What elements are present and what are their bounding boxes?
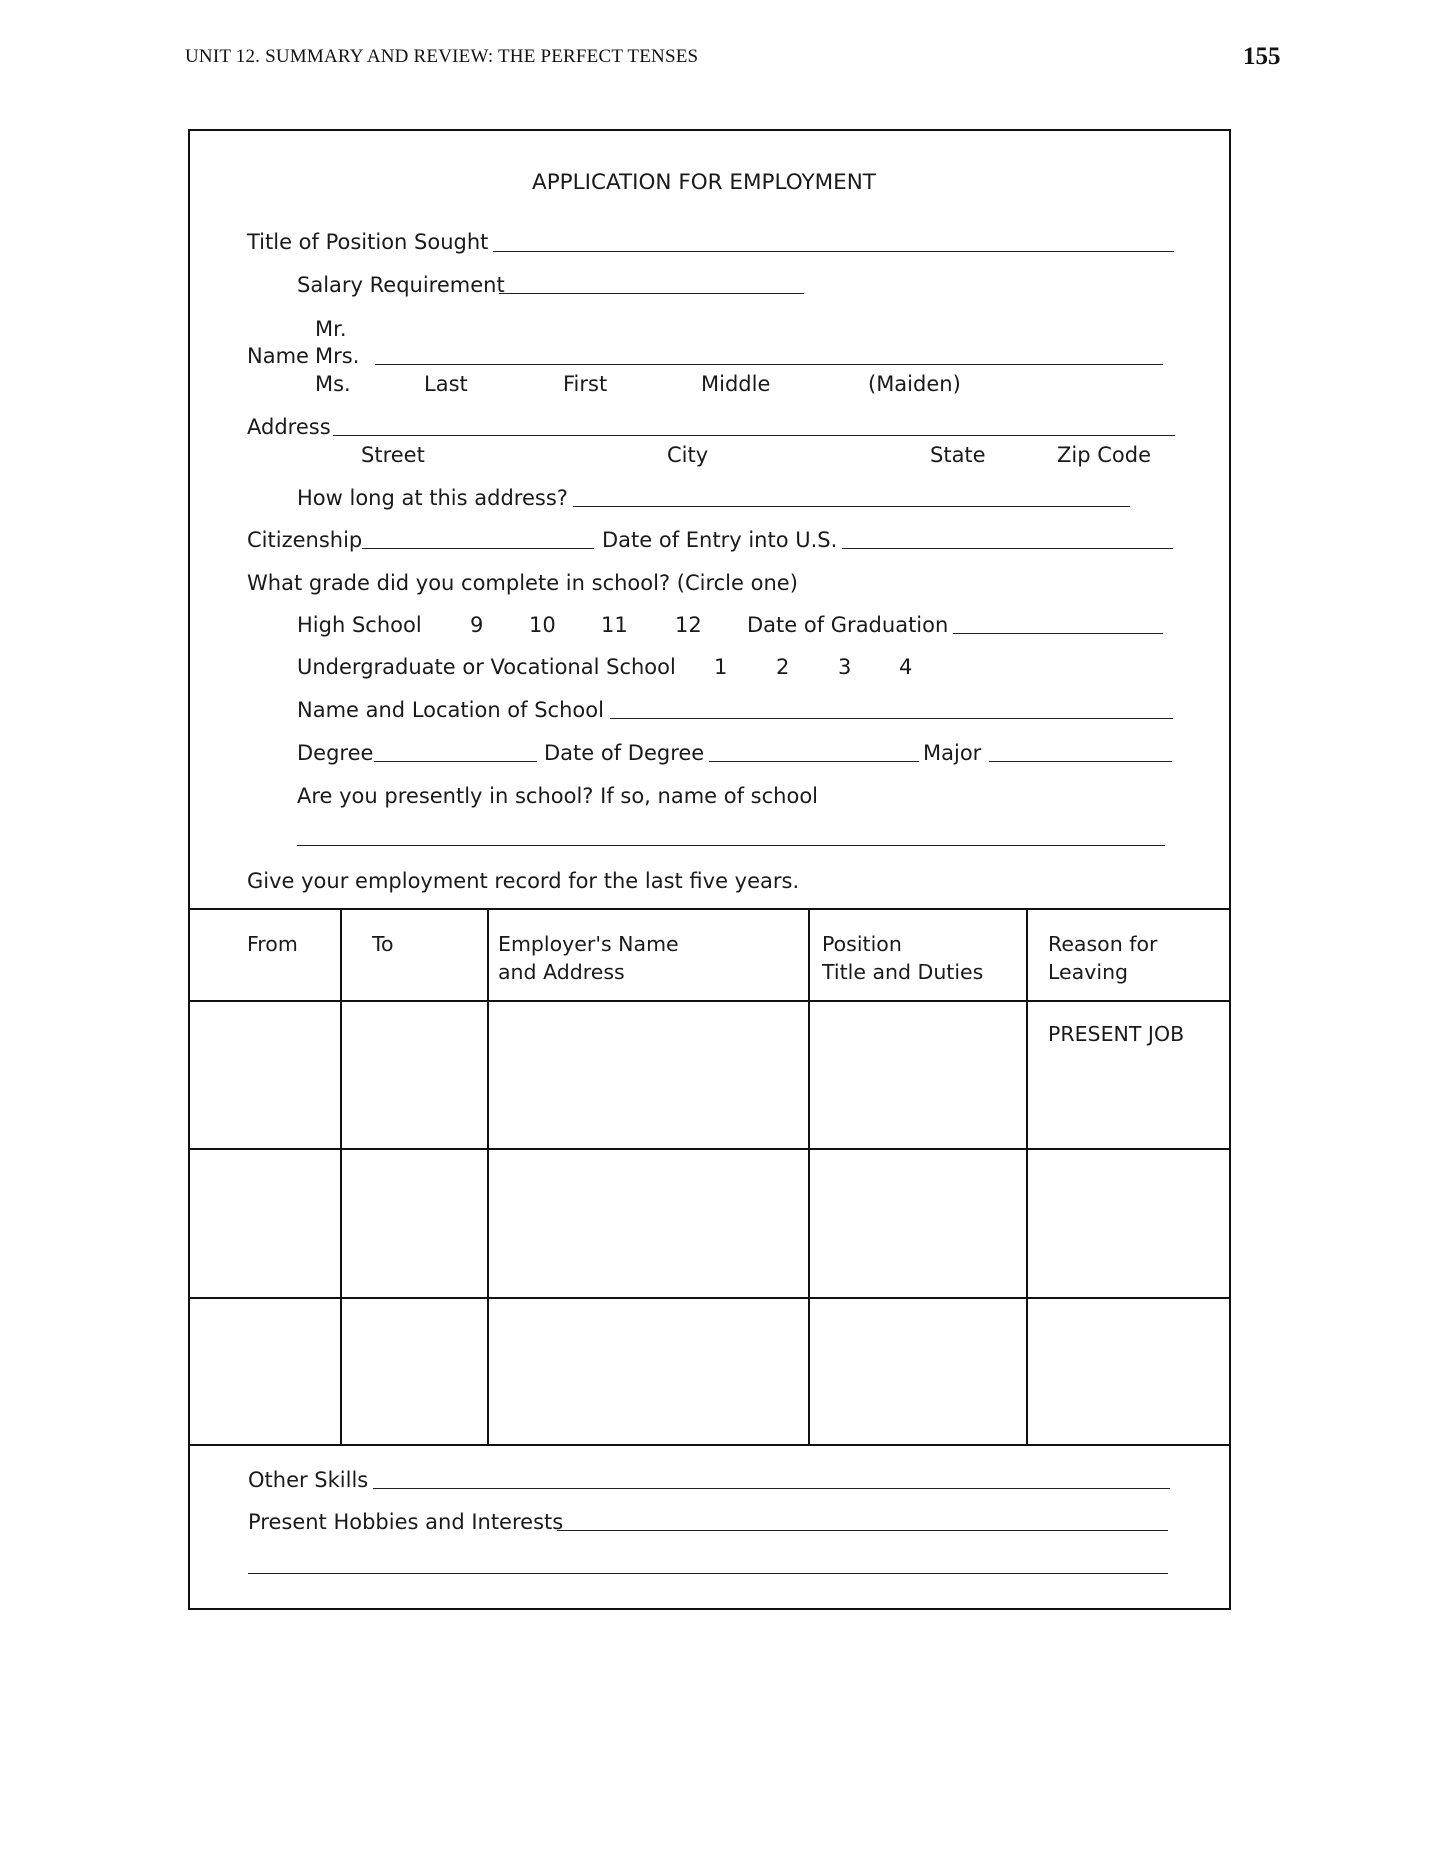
entry-date-label: Date of Entry into U.S. (602, 528, 838, 552)
other-skills-input-line[interactable] (373, 1488, 1170, 1489)
form-title: APPLICATION FOR EMPLOYMENT (532, 170, 876, 195)
hs-grade-option[interactable]: 12 (675, 613, 702, 637)
how-long-label: How long at this address? (297, 486, 568, 510)
hobbies-extra-input-line[interactable] (248, 1573, 1168, 1574)
degree-date-input-line[interactable] (709, 761, 919, 762)
address-sub-city: City (667, 443, 709, 467)
undergrad-year-option[interactable]: 4 (899, 655, 913, 679)
table-top-border (188, 908, 1231, 910)
salary-label: Salary Requirement (297, 273, 505, 297)
hobbies-label: Present Hobbies and Interests (248, 1510, 564, 1534)
name-sub-last: Last (424, 372, 468, 396)
address-input-line[interactable] (333, 435, 1175, 436)
column-header-reason (1048, 930, 1157, 986)
column-header-employer-line2: and Address (498, 960, 625, 984)
name-sub-first: First (563, 372, 608, 396)
table-row-divider (188, 1148, 1231, 1150)
column-header-reason-line1: Reason for (1048, 932, 1158, 956)
position-input-line[interactable] (493, 251, 1174, 252)
column-header-position-line2: Title and Duties (822, 960, 984, 984)
citizenship-label: Citizenship (247, 528, 363, 552)
hs-grade-option[interactable]: 11 (601, 613, 628, 637)
entry-date-input-line[interactable] (842, 548, 1173, 549)
table-column-divider (1026, 908, 1028, 1444)
school-name-input-line[interactable] (610, 718, 1173, 719)
graduation-date-label: Date of Graduation (747, 613, 949, 637)
employment-intro: Give your employment record for the last five years. (247, 869, 800, 893)
name-sub-maiden: (Maiden) (868, 372, 961, 396)
position-label: Title of Position Sought (247, 230, 489, 254)
major-label: Major (923, 741, 982, 765)
salutation-ms[interactable]: Ms. (315, 372, 351, 396)
graduation-date-input-line[interactable] (953, 633, 1163, 634)
table-column-divider (808, 908, 810, 1444)
name-input-line[interactable] (375, 364, 1163, 365)
name-label: Name (247, 344, 309, 368)
degree-label: Degree (297, 741, 374, 765)
undergrad-year-option[interactable]: 3 (838, 655, 852, 679)
present-school-question: Are you presently in school? If so, name of school (297, 784, 819, 808)
table-column-divider (340, 908, 342, 1444)
present-school-input-line[interactable] (297, 845, 1165, 846)
address-sub-state: State (930, 443, 986, 467)
table-column-divider (487, 908, 489, 1444)
hobbies-input-line[interactable] (557, 1530, 1168, 1531)
salary-input-line[interactable] (499, 293, 804, 294)
undergrad-year-option[interactable]: 2 (776, 655, 790, 679)
hs-grade-option[interactable]: 10 (529, 613, 556, 637)
column-header-to: To (372, 932, 394, 956)
salutation-mr[interactable]: Mr. (315, 317, 347, 341)
column-header-employer-line1: Employer's Name (498, 932, 679, 956)
address-sub-street: Street (361, 443, 425, 467)
running-header: UNIT 12. SUMMARY AND REVIEW: THE PERFECT TENSES (185, 46, 699, 67)
address-sub-zip: Zip Code (1057, 443, 1151, 467)
major-input-line[interactable] (989, 761, 1172, 762)
high-school-label: High School (297, 613, 422, 637)
how-long-input-line[interactable] (573, 506, 1130, 507)
name-sub-middle: Middle (701, 372, 771, 396)
column-header-employer (498, 930, 679, 986)
column-header-position-line1: Position (822, 932, 902, 956)
degree-input-line[interactable] (374, 761, 537, 762)
degree-date-label: Date of Degree (544, 741, 705, 765)
table-header-divider (188, 1000, 1231, 1002)
other-skills-label: Other Skills (248, 1468, 369, 1492)
undergrad-year-option[interactable]: 1 (714, 655, 728, 679)
column-header-from: From (247, 932, 298, 956)
column-header-position (822, 930, 983, 986)
grade-question: What grade did you complete in school? (Circle one) (247, 571, 798, 595)
address-label: Address (247, 415, 331, 439)
column-header-reason-line2: Leaving (1048, 960, 1129, 984)
page-number: 155 (1243, 43, 1281, 70)
salutation-mrs[interactable]: Mrs. (315, 344, 360, 368)
table-row-divider (188, 1297, 1231, 1299)
citizenship-input-line[interactable] (362, 548, 594, 549)
present-job-cell: PRESENT JOB (1048, 1022, 1185, 1046)
hs-grade-option[interactable]: 9 (470, 613, 484, 637)
undergrad-label: Undergraduate or Vocational School (297, 655, 676, 679)
table-bottom-border (190, 1444, 1231, 1446)
school-name-label: Name and Location of School (297, 698, 604, 722)
